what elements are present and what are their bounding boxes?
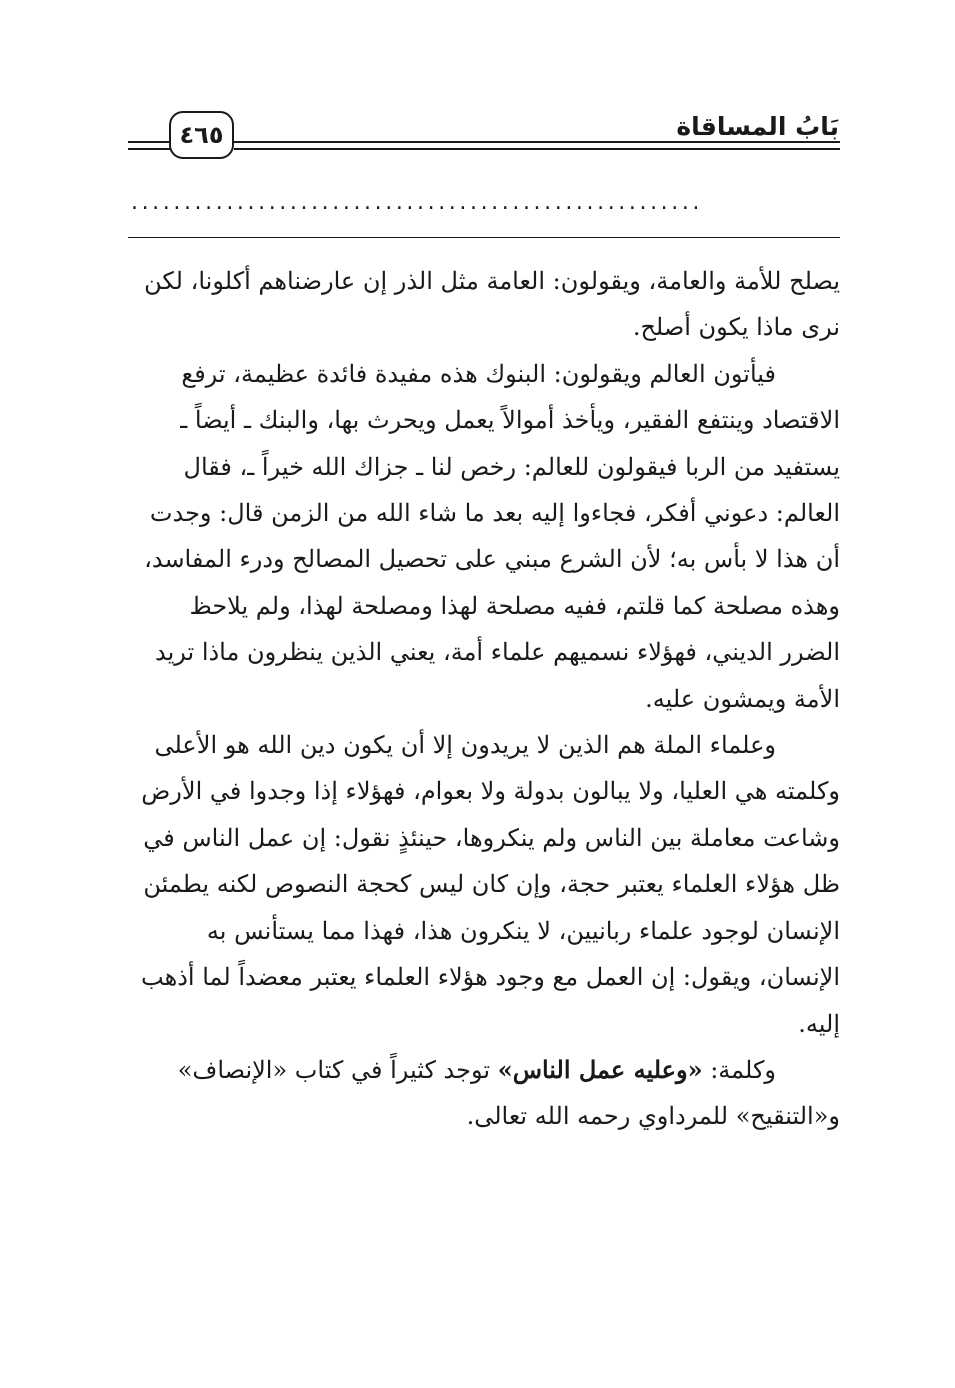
dotted-separator: ...................................................... <box>131 190 704 215</box>
paragraph <box>126 1047 840 1140</box>
body-text <box>126 258 840 1140</box>
header-rule <box>128 141 170 143</box>
bold-quote: «وعليه عمل الناس» <box>497 1054 703 1084</box>
page-number: ٤٦٥ <box>169 111 234 159</box>
chapter-title: بَابُ المساقاة <box>676 112 839 141</box>
paragraph-text: توجد كثيراً في كتاب «الإنصاف» و«التنقيح» للمرداوي رحمه الله تعالى. <box>177 1055 840 1131</box>
paragraph-text: وكلمة: <box>702 1055 776 1084</box>
header-rule <box>234 148 840 150</box>
paragraph: وعلماء الملة هم الذين لا يريدون إلا أن يكون دين الله هو الأعلى وكلمته هي العليا، ولا يبالون بدولة ولا بعوام، فهؤلاء إذا وجدوا في الأرض وشاعت معاملة بين الناس ولم ينكروها، حينئذٍ نقول: إن عمل الناس في ظل هؤلاء العلماء يعتبر حجة، وإن كان ليس كحجة النصوص لكنه يطمئن الإنسان لوجود علماء ربانيين، لا ينكرون هذا، فهذا مما يستأنس به الإنسان، ويقول: إن العمل مع وجود هؤلاء العلماء يعتبر معضداً لما أذهب إليه. <box>141 731 840 1038</box>
header-rule <box>128 148 170 150</box>
paragraph: فيأتون العالم ويقولون: البنوك هذه مفيدة فائدة عظيمة، ترفع الاقتصاد وينتفع الفقير، ويأخذ أموالاً يعمل ويحرث بها، والبنك ـ أيضاً ـ يستفيد من الربا فيقولون للعالم: رخص لنا ـ جزاك الله خيراً ـ، فقال العالم: دعوني أفكر، فجاءوا إليه بعد ما شاء الله من الزمن قال: وجدت أن هذا لا بأس به؛ لأن الشرع مبني على تحصيل المصالح ودرء المفاسد، وهذه مصلحة كما قلتم، ففيه مصلحة لهذا ومصلحة لهذا، ولم يلاحظ الضرر الديني، فهؤلاء نسميهم علماء أمة، يعني الذين ينظرون ماذا تريد الأمة ويمشون عليه. <box>144 359 840 713</box>
paragraph: يصلح للأمة والعامة، ويقولون: العامة مثل الذر إن عارضناهم أكلونا، لكن نرى ماذا يكون أصلح. <box>144 267 840 342</box>
header-rule <box>234 141 840 143</box>
body-divider <box>128 237 840 238</box>
